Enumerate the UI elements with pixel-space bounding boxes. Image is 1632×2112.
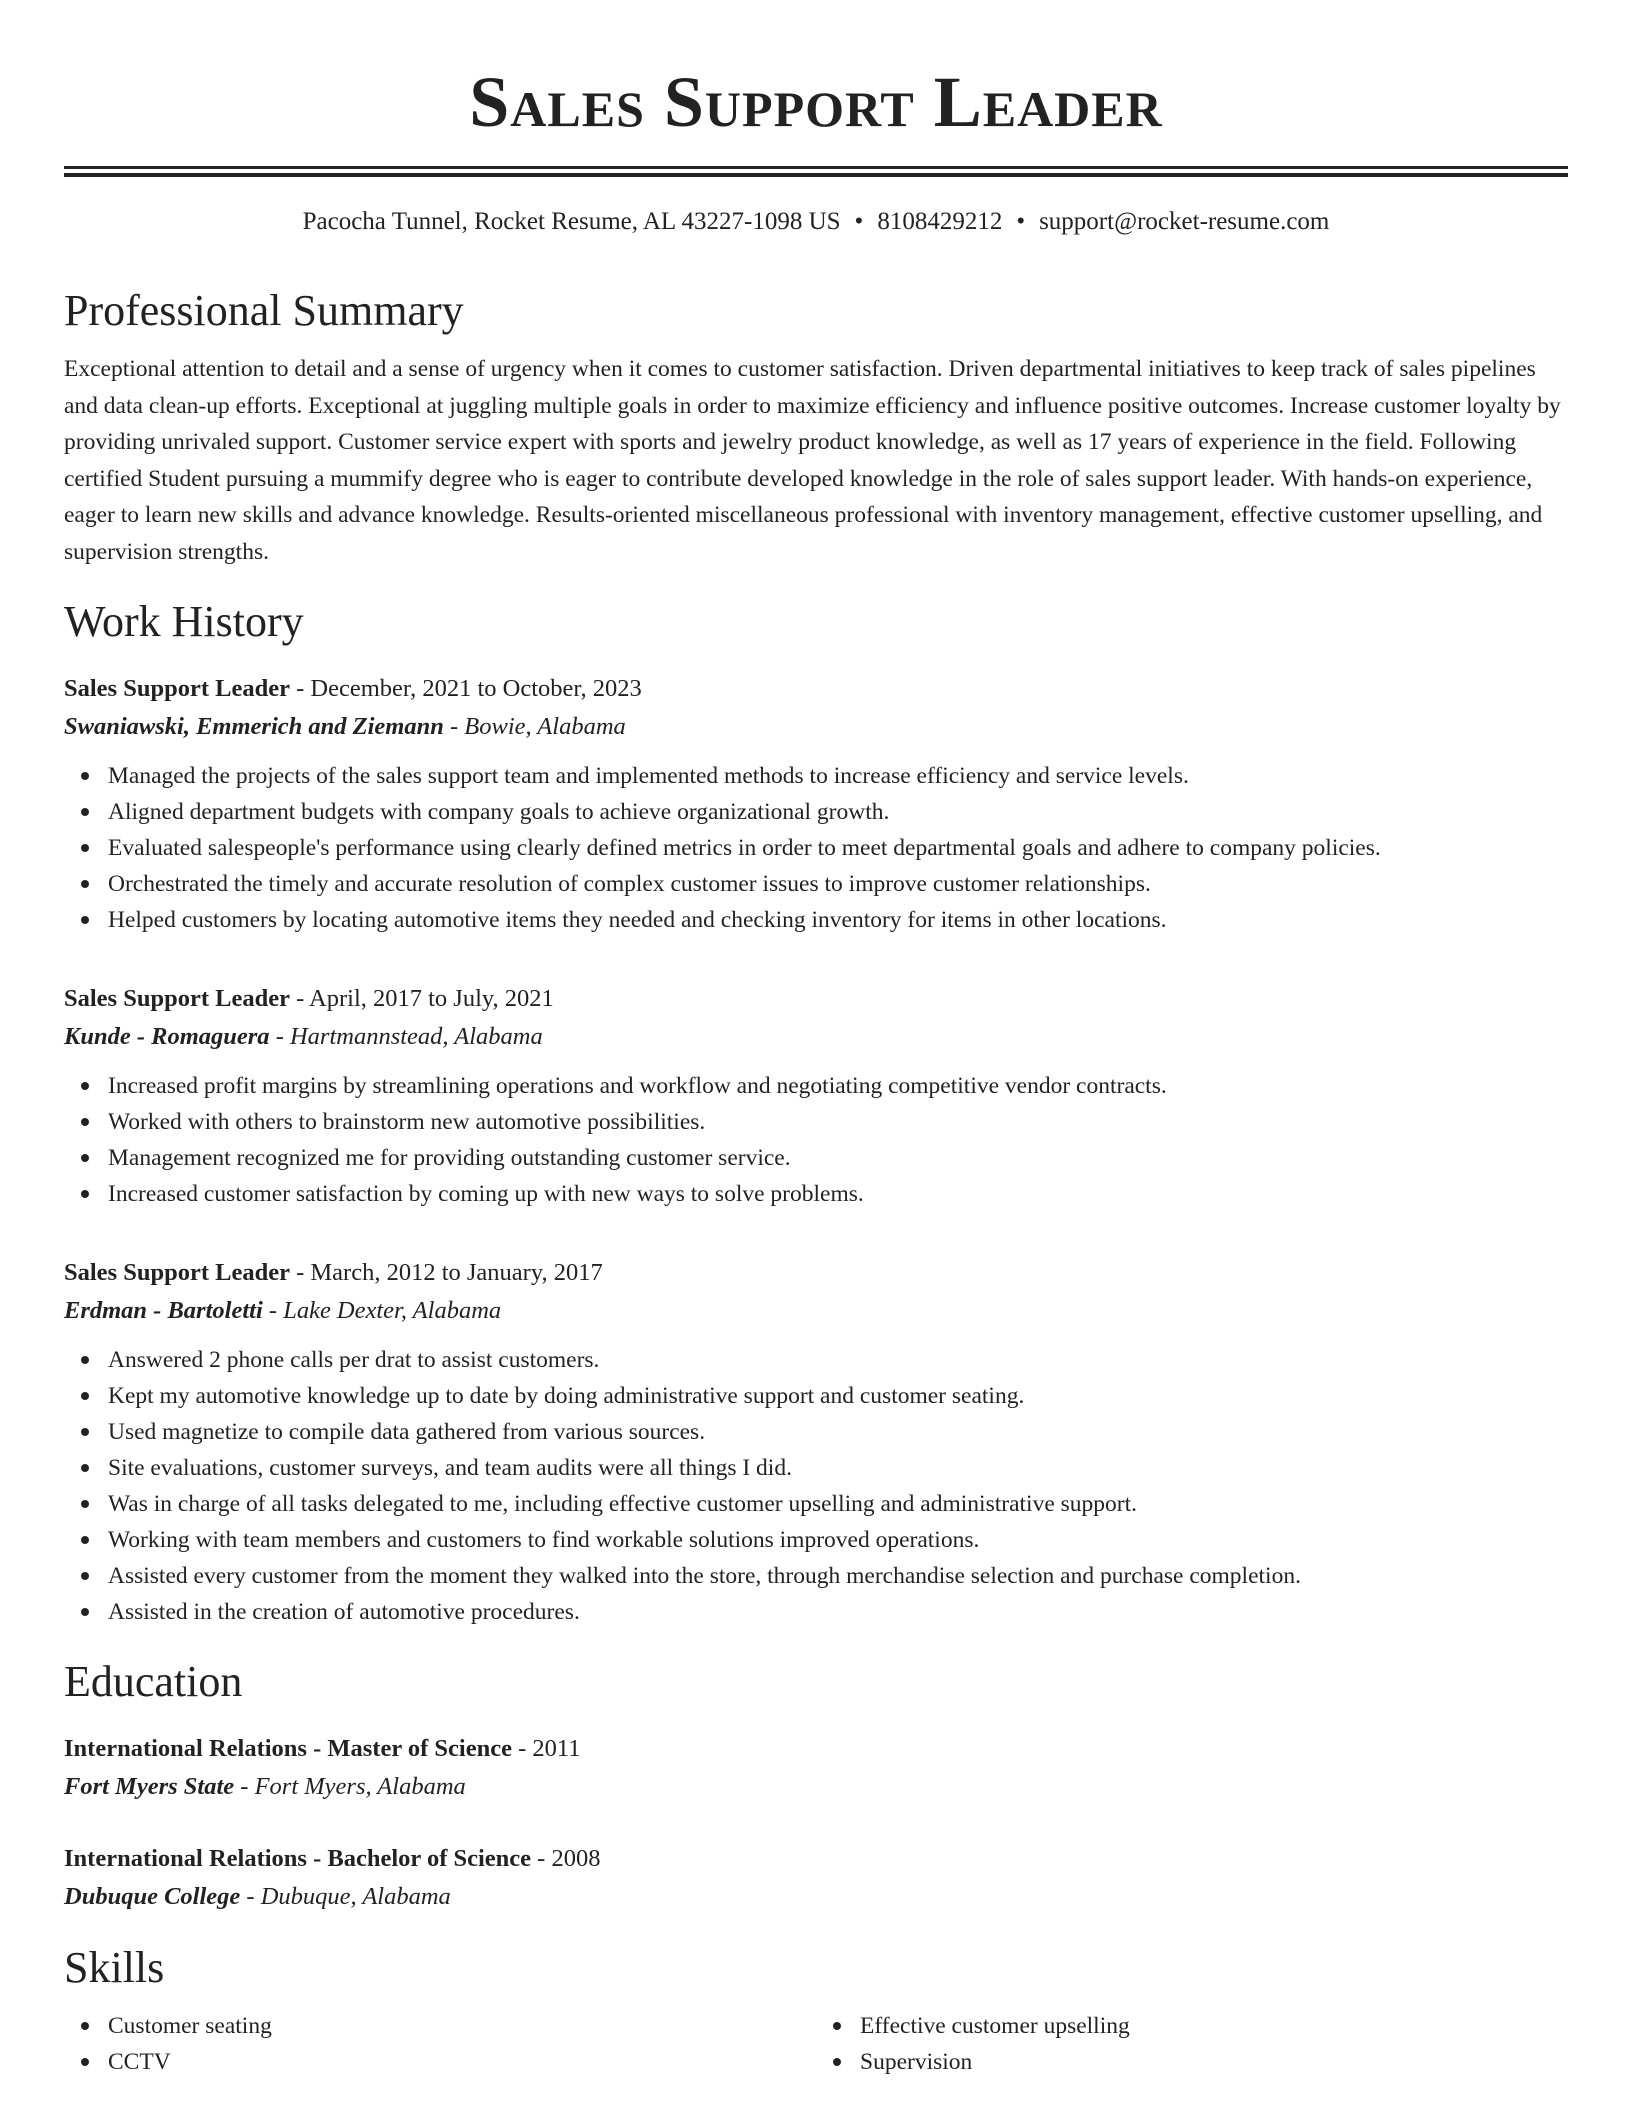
education-dash: - <box>511 1735 533 1762</box>
education-degree: International Relations - Master of Science <box>64 1735 512 1762</box>
skills-list-left <box>64 2008 816 2080</box>
job-company: Kunde - Romaguera <box>64 1023 270 1050</box>
education-location: Dubuque, Alabama <box>260 1883 451 1910</box>
job-title: Sales Support Leader <box>64 1259 290 1286</box>
job-bullet: Assisted in the creation of automotive procedures. <box>108 1594 1568 1630</box>
job-dash: - <box>289 675 311 702</box>
education-year: 2008 <box>551 1845 601 1872</box>
job-bullet: Management recognized me for providing outstanding customer service. <box>108 1140 1568 1176</box>
education-degree-line <box>64 1730 1568 1768</box>
contact-phone: 8108429212 <box>877 208 1003 235</box>
education-entry <box>64 1730 1568 1806</box>
job-bullet: Answered 2 phone calls per drat to assist customers. <box>108 1342 1568 1378</box>
job-company-line <box>64 1292 1568 1330</box>
job-entry <box>64 1254 1568 1630</box>
skill-item: Customer seating <box>108 2008 816 2044</box>
skill-item: Supervision <box>860 2044 1568 2080</box>
job-bullet: Working with team members and customers to find workable solutions improved operations. <box>108 1522 1568 1558</box>
contact-line <box>64 207 1568 237</box>
job-dash: - <box>289 985 310 1012</box>
job-bullet: Evaluated salespeople's performance using clearly defined metrics in order to meet departmental goals and adhere to company policies. <box>108 830 1568 866</box>
job-dates: March, 2012 to January, 2017 <box>310 1259 603 1286</box>
education-location: Fort Myers, Alabama <box>254 1773 466 1800</box>
job-bullet: Assisted every customer from the moment they walked into the store, through merchandise selection and purchase completion. <box>108 1558 1568 1594</box>
job-bullet: Site evaluations, customer surveys, and team audits were all things I did. <box>108 1450 1568 1486</box>
education-dash: - <box>234 1773 255 1800</box>
education-dash: - <box>531 1845 552 1872</box>
resume-name-title: Sales Support Leader <box>469 62 1163 142</box>
header-double-rule <box>64 166 1568 177</box>
job-title: Sales Support Leader <box>64 675 290 702</box>
job-bullet: Aligned department budgets with company goals to achieve organizational growth. <box>108 794 1568 830</box>
job-dash: - <box>269 1023 290 1050</box>
job-location: Hartmannstead, Alabama <box>289 1023 543 1050</box>
job-company: Erdman - Bartoletti <box>64 1297 263 1324</box>
job-bullet-list <box>64 758 1568 938</box>
education-degree-line <box>64 1840 1568 1878</box>
job-location: Lake Dexter, Alabama <box>283 1297 502 1324</box>
summary-heading: Professional Summary <box>64 286 464 335</box>
education-entry <box>64 1840 1568 1916</box>
job-dash: - <box>443 713 465 740</box>
job-bullet: Used magnetize to compile data gathered from various sources. <box>108 1414 1568 1450</box>
job-bullet: Worked with others to brainstorm new automotive possibilities. <box>108 1104 1568 1140</box>
job-bullet: Orchestrated the timely and accurate resolution of complex customer issues to improve customer relationships. <box>108 866 1568 902</box>
job-bullet-list <box>64 1068 1568 1212</box>
summary-text: Exceptional attention to detail and a sense of urgency when it comes to customer satisfaction. Driven departmental initiatives to keep track of sales pipelines and data clean-up efforts. Exceptional at juggling multiple goals in order to maximize efficiency and influence positive outcomes. Increase customer loyalty by providing unrivaled support. Customer service expert with sports and jewelry product knowledge, as well as 17 years of experience in the field. Following certified Student pursuing a mummify degree who is eager to contribute developed knowledge in the role of sales support leader. With hands-on experience, eager to learn new skills and advance knowledge. Results-oriented miscellaneous professional with inventory management, effective customer upselling, and supervision strengths. <box>64 356 1561 565</box>
job-bullet: Managed the projects of the sales support team and implemented methods to increase efficiency and service levels. <box>108 758 1568 794</box>
skills-list-right <box>816 2008 1568 2080</box>
education-year: 2011 <box>532 1735 581 1762</box>
contact-separator: • <box>854 208 864 235</box>
education-school-line <box>64 1878 1568 1916</box>
job-company: Swaniawski, Emmerich and Ziemann <box>64 713 444 740</box>
education-dash: - <box>240 1883 261 1910</box>
job-bullet: Kept my automotive knowledge up to date by doing administrative support and customer seating. <box>108 1378 1568 1414</box>
job-entry <box>64 670 1568 938</box>
education-heading: Education <box>64 1657 243 1706</box>
education-degree: International Relations - Bachelor of Science <box>64 1845 532 1872</box>
job-dash: - <box>289 1259 311 1286</box>
job-dates: December, 2021 to October, 2023 <box>310 675 642 702</box>
skill-item: CCTV <box>108 2044 816 2080</box>
job-bullet: Was in charge of all tasks delegated to me, including effective customer upselling and administrative support. <box>108 1486 1568 1522</box>
contact-separator: • <box>1016 208 1026 235</box>
work-history-heading: Work History <box>64 597 304 646</box>
job-company-line <box>64 1018 1568 1056</box>
job-bullet: Helped customers by locating automotive items they needed and checking inventory for items in other locations. <box>108 902 1568 938</box>
job-entry <box>64 980 1568 1212</box>
skills-columns <box>64 2008 1568 2080</box>
contact-address: Pacocha Tunnel, Rocket Resume, AL 43227-1098 US <box>302 208 841 235</box>
education-school-line <box>64 1768 1568 1806</box>
job-location: Bowie, Alabama <box>464 713 626 740</box>
contact-email: support@rocket-resume.com <box>1039 208 1330 235</box>
education-school: Fort Myers State <box>64 1773 235 1800</box>
job-dates: April, 2017 to July, 2021 <box>309 985 554 1012</box>
job-bullet: Increased profit margins by streamlining operations and workflow and negotiating competitive vendor contracts. <box>108 1068 1568 1104</box>
job-title-line <box>64 980 1568 1018</box>
job-title-line <box>64 1254 1568 1292</box>
job-bullet: Increased customer satisfaction by coming up with new ways to solve problems. <box>108 1176 1568 1212</box>
job-company-line <box>64 708 1568 746</box>
job-title: Sales Support Leader <box>64 985 290 1012</box>
job-title-line <box>64 670 1568 708</box>
job-dash: - <box>262 1297 284 1324</box>
education-school: Dubuque College <box>64 1883 241 1910</box>
skills-heading: Skills <box>64 1943 165 1992</box>
skill-item: Effective customer upselling <box>860 2008 1568 2044</box>
job-bullet-list <box>64 1342 1568 1630</box>
